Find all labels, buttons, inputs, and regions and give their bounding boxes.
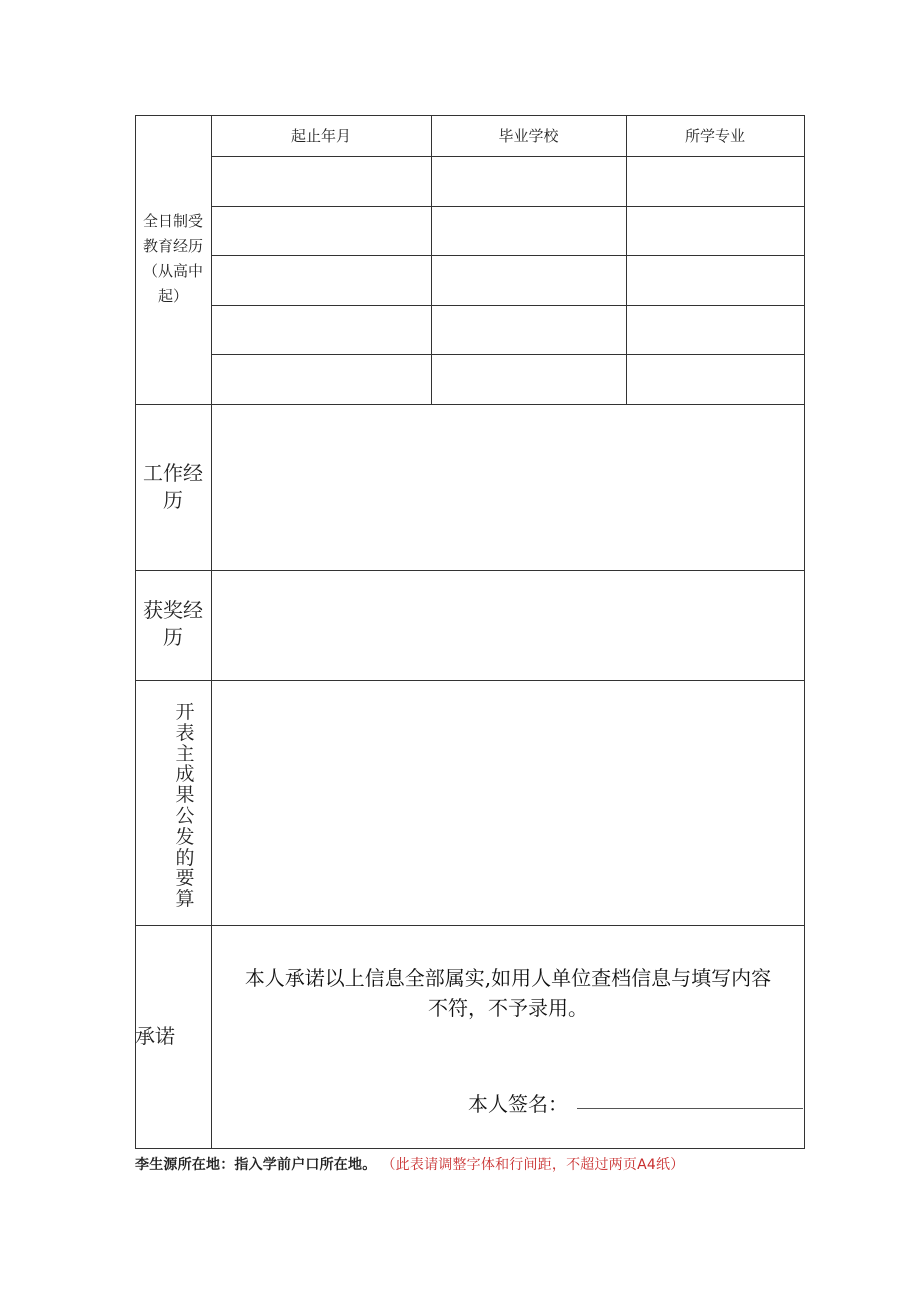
education-major-cell[interactable] (626, 354, 804, 404)
column-header-period: 起止年月 (290, 127, 351, 145)
commitment-text (211, 963, 805, 1023)
work-label-line: 工作经 (143, 461, 203, 485)
achievements-label-character: 果 (175, 784, 195, 807)
education-school-cell[interactable] (431, 206, 626, 255)
education-label-line: （从高中 (142, 262, 203, 280)
achievements-label-character: 表 (175, 721, 195, 744)
footer-note (135, 1154, 815, 1174)
achievements-section-bottom (135, 925, 805, 926)
achievements-label-character: 算 (175, 888, 195, 911)
achievements-label-character: 开 (175, 701, 195, 723)
education-school-cell[interactable] (431, 255, 626, 305)
column-header-major: 所学专业 (684, 127, 745, 145)
education-major-cell[interactable] (626, 305, 804, 354)
commitment-label: 承诺 (135, 1023, 175, 1048)
education-school-cell[interactable] (431, 156, 626, 206)
application-form (135, 115, 805, 1149)
education-major-cell[interactable] (626, 156, 804, 206)
education-period-cell[interactable] (211, 255, 431, 305)
footer-note-bold: 李生源所在地：指入学前户口所在地。 (135, 1157, 377, 1173)
achievements-label-character: 要 (175, 867, 195, 890)
awards-label (135, 597, 211, 651)
achievements-label-character: 成 (175, 763, 195, 786)
work-experience-label (135, 460, 211, 514)
education-school-cell[interactable] (431, 354, 626, 404)
achievements-label-character: 公 (175, 804, 195, 827)
signature-label: 本人签名： (468, 1092, 568, 1116)
education-period-cell[interactable] (211, 156, 431, 206)
education-major-cell[interactable] (626, 255, 804, 305)
work-label-line: 历 (163, 488, 183, 512)
signature-line[interactable] (577, 1108, 803, 1109)
achievements-label-character: 的 (175, 846, 195, 869)
footer-note-red: （此表请调整字体和行间距，不超过两页A4纸） (381, 1157, 685, 1173)
education-period-cell[interactable] (211, 206, 431, 255)
achievements-label-character: 发 (175, 825, 195, 848)
awards-field[interactable] (211, 571, 805, 680)
achievements-vertical-label (173, 702, 197, 910)
education-section-label (135, 207, 211, 311)
commitment-line: 本人承诺以上信息全部属实,如用人单位查档信息与填写内容 (244, 966, 772, 990)
education-label-line: 起） (157, 287, 188, 305)
form-bottom-border (135, 1148, 805, 1149)
education-period-cell[interactable] (211, 305, 431, 354)
education-period-cell[interactable] (211, 354, 431, 404)
education-school-cell[interactable] (431, 305, 626, 354)
awards-label-line: 历 (163, 625, 183, 649)
column-header-school: 毕业学校 (498, 127, 559, 145)
education-label-line: 全日制受 (142, 212, 203, 230)
achievements-label-character: 主 (175, 742, 195, 765)
achievements-field[interactable] (211, 681, 805, 925)
education-major-cell[interactable] (626, 206, 804, 255)
commitment-line: 不符，不予录用。 (428, 996, 588, 1020)
awards-label-line: 获奖经 (143, 598, 203, 622)
education-label-line: 教育经历 (142, 237, 203, 255)
work-experience-field[interactable] (211, 405, 805, 570)
